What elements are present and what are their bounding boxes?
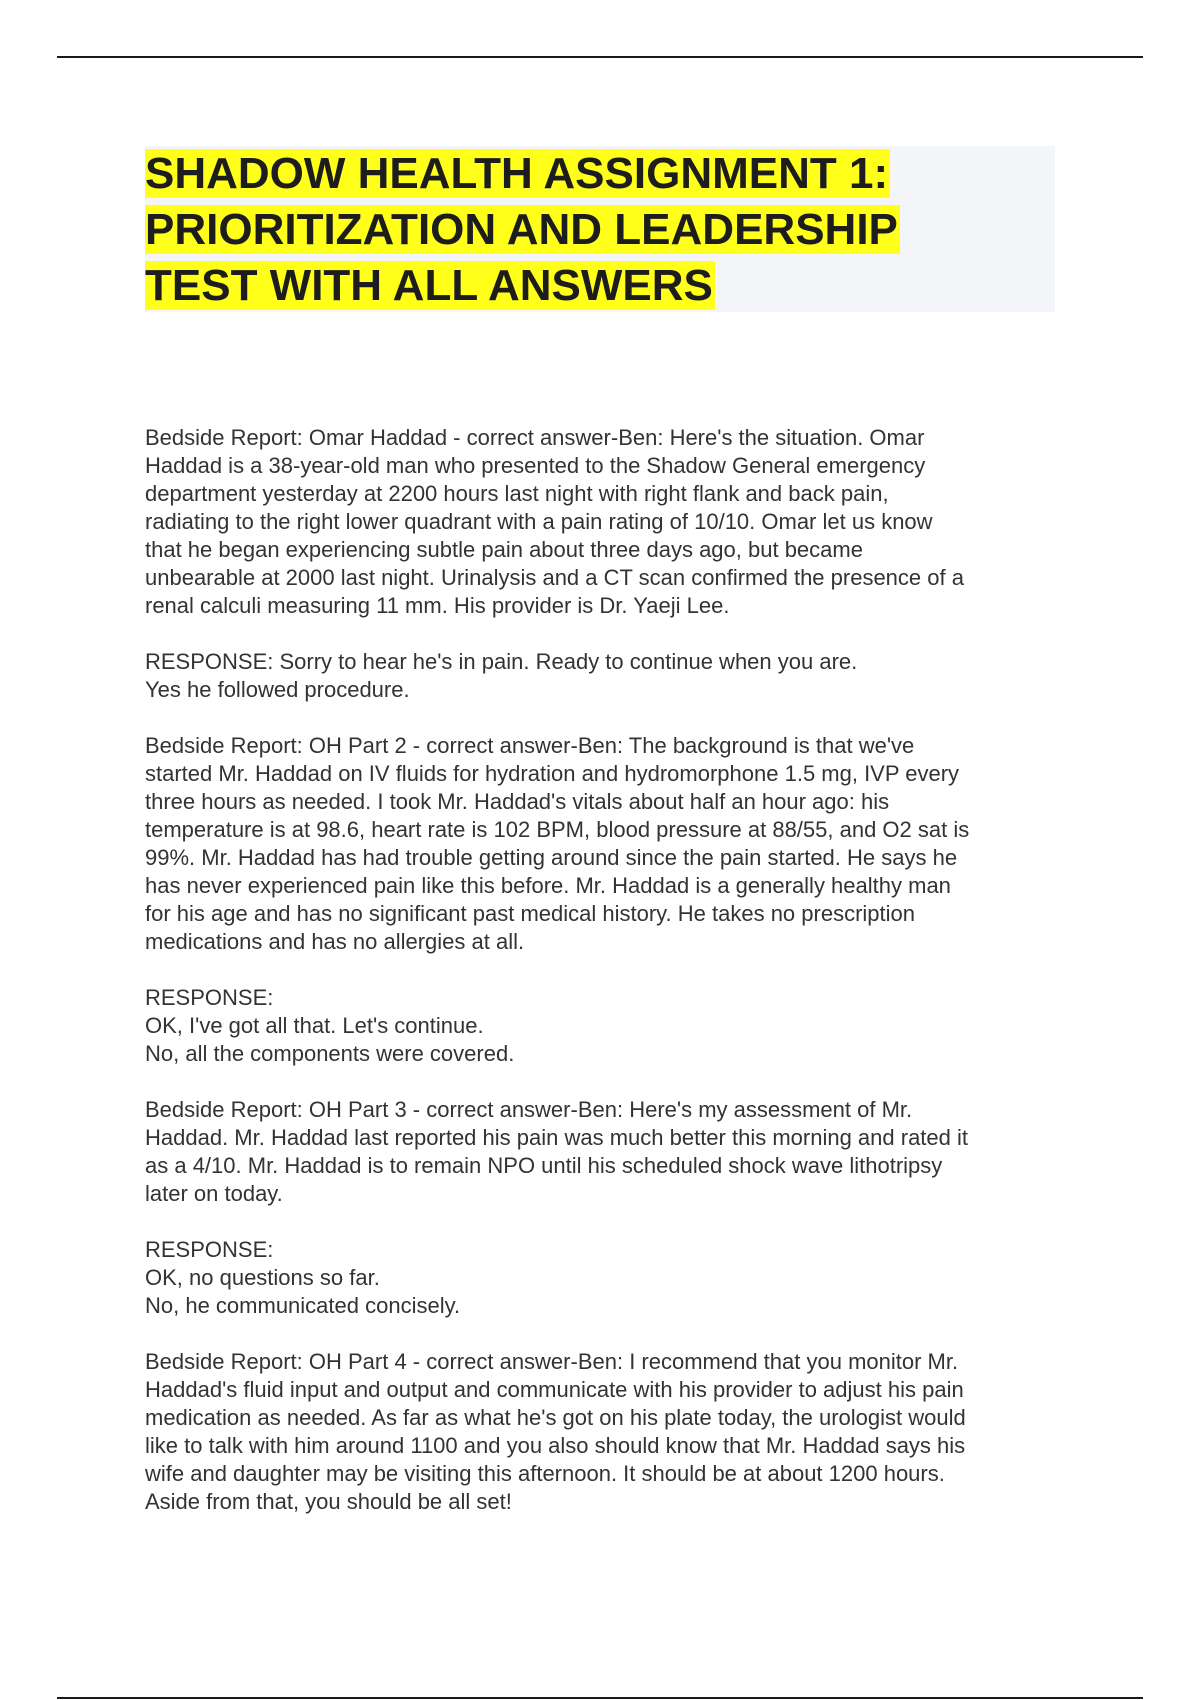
- text-line: OK, I've got all that. Let's continue.: [145, 1013, 484, 1038]
- response-2: [145, 984, 1070, 1068]
- text-line: 99%. Mr. Haddad has had trouble getting around since the pain started. He says he: [145, 845, 958, 870]
- title-text-1: SHADOW HEALTH ASSIGNMENT 1:: [145, 149, 889, 198]
- text-line: Haddad is a 38-year-old man who presented to the Shadow General emergency: [145, 453, 926, 478]
- text-line: Yes he followed procedure.: [145, 677, 410, 702]
- text-line: renal calculi measuring 11 mm. His provider is Dr. Yaeji Lee.: [145, 593, 730, 618]
- text-line: Haddad's fluid input and output and communicate with his provider to adjust his pain: [145, 1377, 964, 1402]
- text-line: radiating to the right lower quadrant with a pain rating of 10/10. Omar let us know: [145, 509, 933, 534]
- text-line: temperature is at 98.6, heart rate is 102 BPM, blood pressure at 88/55, and O2 sat is: [145, 817, 970, 842]
- title-text-2: PRIORITIZATION AND LEADERSHIP: [145, 205, 898, 254]
- text-line: Bedside Report: OH Part 4 - correct answer-Ben: I recommend that you monitor Mr.: [145, 1349, 959, 1374]
- bedside-report-3: [145, 1096, 1070, 1208]
- text-line: for his age and has no significant past medical history. He takes no prescription: [145, 901, 915, 926]
- text-line: RESPONSE:: [145, 985, 274, 1010]
- text-line: Bedside Report: OH Part 3 - correct answer-Ben: Here's my assessment of Mr.: [145, 1097, 913, 1122]
- text-line: medication as needed. As far as what he's got on his plate today, the urologist would: [145, 1405, 966, 1430]
- document-title: [145, 146, 1055, 312]
- text-line: like to talk with him around 1100 and you also should know that Mr. Haddad says his: [145, 1433, 966, 1458]
- response-1: [145, 648, 1070, 704]
- text-line: RESPONSE:: [145, 1237, 274, 1262]
- text-line: No, he communicated concisely.: [145, 1293, 461, 1318]
- text-line: Aside from that, you should be all set!: [145, 1489, 512, 1514]
- bedside-report-1: [145, 424, 1070, 620]
- bedside-report-4: [145, 1348, 1070, 1516]
- text-line: OK, no questions so far.: [145, 1265, 380, 1290]
- bedside-report-2: [145, 732, 1070, 956]
- title-line-3: [145, 258, 1055, 314]
- text-line: Bedside Report: OH Part 2 - correct answer-Ben: The background is that we've: [145, 733, 915, 758]
- title-line-1: [145, 146, 1055, 202]
- text-line: wife and daughter may be visiting this afternoon. It should be at about 1200 hours.: [145, 1461, 945, 1486]
- text-line: RESPONSE: Sorry to hear he's in pain. Ready to continue when you are.: [145, 649, 858, 674]
- text-line: medications and has no allergies at all.: [145, 929, 525, 954]
- text-line: later on today.: [145, 1181, 283, 1206]
- text-line: started Mr. Haddad on IV fluids for hydration and hydromorphone 1.5 mg, IVP every: [145, 761, 960, 786]
- title-text-3: TEST WITH ALL ANSWERS: [145, 261, 713, 310]
- response-3: [145, 1236, 1070, 1320]
- text-line: has never experienced pain like this before. Mr. Haddad is a generally healthy man: [145, 873, 951, 898]
- text-line: Bedside Report: Omar Haddad - correct answer-Ben: Here's the situation. Omar: [145, 425, 925, 450]
- document-body: [145, 424, 1070, 1544]
- text-line: No, all the components were covered.: [145, 1041, 515, 1066]
- bottom-rule: [57, 1697, 1143, 1699]
- top-rule: [57, 56, 1143, 58]
- text-line: unbearable at 2000 last night. Urinalysis and a CT scan confirmed the presence of a: [145, 565, 964, 590]
- text-line: as a 4/10. Mr. Haddad is to remain NPO until his scheduled shock wave lithotripsy: [145, 1153, 943, 1178]
- text-line: Haddad. Mr. Haddad last reported his pain was much better this morning and rated it: [145, 1125, 969, 1150]
- text-line: three hours as needed. I took Mr. Haddad's vitals about half an hour ago: his: [145, 789, 890, 814]
- text-line: department yesterday at 2200 hours last night with right flank and back pain,: [145, 481, 889, 506]
- text-line: that he began experiencing subtle pain about three days ago, but became: [145, 537, 863, 562]
- title-line-2: [145, 202, 1055, 258]
